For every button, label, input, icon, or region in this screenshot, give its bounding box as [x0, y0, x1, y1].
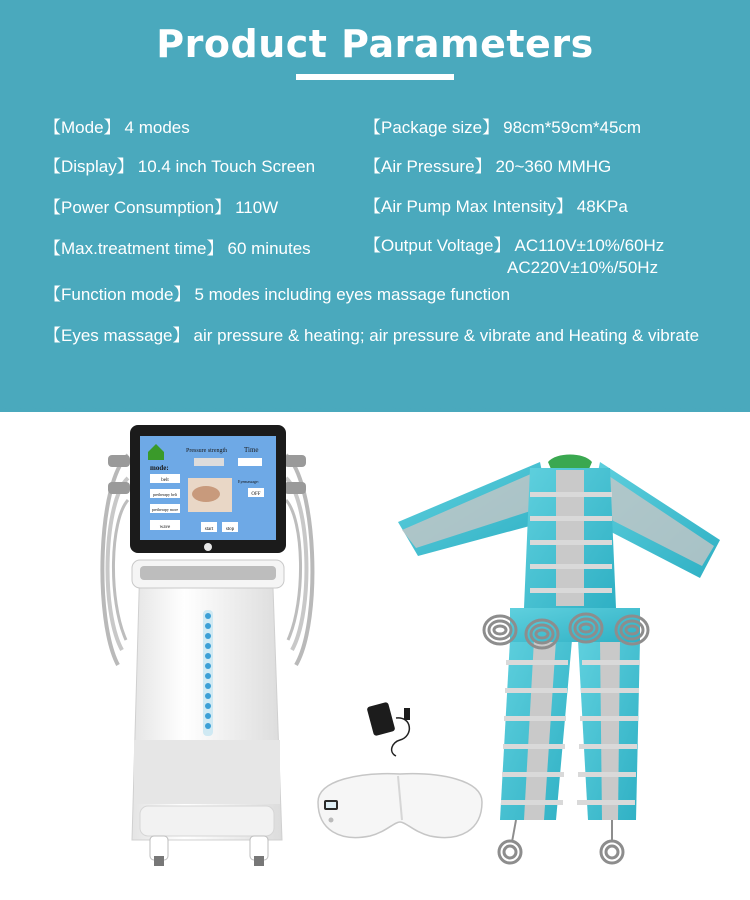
param-value: 48KPa	[576, 197, 628, 216]
screen-button-belt: belt	[161, 478, 169, 483]
param-value: 110W	[235, 198, 279, 217]
param-value: 20~360 MMHG	[495, 157, 612, 176]
screen-stop-button: stop	[225, 527, 235, 532]
param-display	[44, 152, 315, 177]
machine-unit	[102, 425, 312, 866]
suit-strap	[530, 516, 612, 521]
param-label: 【Max.treatment time】	[44, 239, 224, 258]
led-dot	[205, 723, 211, 729]
param-max-treatment-time	[44, 234, 311, 259]
param-label: 【Air Pump Max Intensity】	[364, 197, 573, 216]
param-value: 98cm*59cm*45cm	[503, 118, 642, 137]
wavy-edge	[0, 398, 750, 416]
screen-time-label: Time	[244, 446, 259, 454]
screen-button-pretherapy-belt: pretherapy belt	[152, 492, 178, 497]
param-value: 60 minutes	[227, 239, 311, 258]
led-dot	[205, 653, 211, 659]
suit-strap	[582, 660, 640, 665]
param-label: 【Output Voltage】	[364, 236, 511, 255]
led-dot	[205, 693, 211, 699]
suit-strap	[530, 540, 612, 545]
suit-strap	[530, 492, 612, 497]
param-label: 【Air Pressure】	[364, 157, 492, 176]
param-function-mode	[44, 280, 510, 305]
screen-button-pretherapy-more: pretherapy more	[151, 507, 179, 512]
param-mode	[44, 113, 190, 138]
param-label: 【Function mode】	[44, 285, 191, 304]
param-label: 【Power Consumption】	[44, 198, 232, 217]
led-dot	[205, 683, 211, 689]
suit-strap	[580, 716, 638, 721]
param-air-pump-intensity	[364, 192, 628, 217]
screen-button-wave: wave	[159, 525, 171, 530]
led-dot	[205, 633, 211, 639]
suit-strap	[506, 660, 568, 665]
param-package-size	[364, 113, 641, 138]
suit-strap	[578, 772, 636, 777]
hose-coil	[489, 621, 511, 639]
product-illustration	[0, 416, 750, 900]
power-adapter	[366, 702, 410, 756]
suit-strap	[502, 772, 564, 777]
param-power-consumption	[44, 193, 278, 218]
suit-strap	[581, 688, 639, 693]
param-label: 【Mode】	[44, 118, 121, 137]
page-title: Product Parameters	[156, 22, 594, 66]
title-underline	[296, 74, 454, 80]
led-dot	[205, 613, 211, 619]
led-dot	[205, 713, 211, 719]
suit-strap	[501, 800, 563, 805]
led-dot	[205, 663, 211, 669]
param-value: 4 modes	[124, 118, 190, 137]
param-value: AC110V±10%/60Hz	[514, 236, 665, 255]
param-air-pressure	[364, 152, 611, 177]
led-dot	[205, 673, 211, 679]
led-dot	[205, 643, 211, 649]
param-label: 【Display】	[44, 157, 134, 176]
led-dot	[205, 623, 211, 629]
param-value: air pressure & heating; air pressure & vibrate and Heating & vibrate	[193, 326, 700, 345]
param-eyes-massage	[44, 321, 699, 346]
suit-strap	[577, 800, 635, 805]
screen-eyes-label: Eyemassage:	[238, 479, 259, 484]
screen-mode-label: mode:	[150, 464, 169, 472]
screen-off-button: OFF	[251, 492, 261, 497]
param-value: 5 modes including eyes massage function	[194, 285, 511, 304]
param-value-2: AC220V±10%/50Hz	[507, 258, 659, 277]
suit-strap	[504, 716, 566, 721]
eye-massager	[318, 774, 482, 838]
screen-start-button: start	[204, 527, 214, 532]
suit-strap	[503, 744, 565, 749]
suit-strap	[530, 564, 612, 569]
suit-strap	[530, 588, 612, 593]
param-label: 【Eyes massage】	[44, 326, 190, 345]
hose-coil	[494, 626, 506, 634]
param-output-voltage	[364, 231, 664, 278]
led-dot	[205, 703, 211, 709]
suit-strap	[505, 688, 567, 693]
screen-heading: Pressure strength	[186, 448, 228, 454]
param-label: 【Package size】	[364, 118, 500, 137]
suit-strap	[579, 744, 637, 749]
param-value: 10.4 inch Touch Screen	[137, 157, 316, 176]
